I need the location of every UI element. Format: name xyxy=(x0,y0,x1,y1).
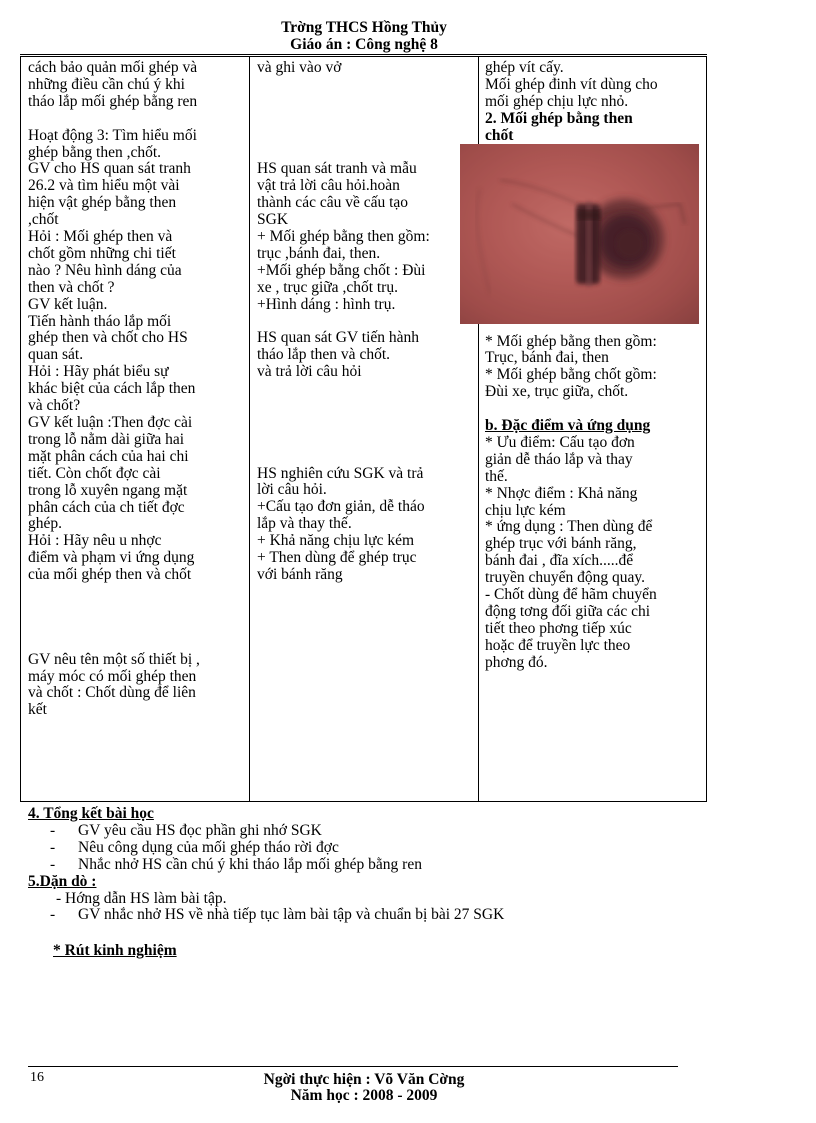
subject-title: Giáo án : Công nghệ 8 xyxy=(290,36,438,53)
text-line: GV cho HS quan sát tranh xyxy=(28,160,191,178)
text-line: tiết theo phơng tiếp xúc xyxy=(485,619,632,637)
text-line: với bánh răng xyxy=(257,566,343,584)
text-line: + Mối ghép bằng then gồm: xyxy=(257,227,430,245)
text-line: tiết. Còn chốt đợc cài xyxy=(28,464,161,482)
text-line: thành các câu về cấu tạo xyxy=(257,194,409,212)
text-line: HS quan sát tranh và mẫu xyxy=(257,160,417,178)
text-line: ghép bằng then ,chốt. xyxy=(28,143,162,161)
text-line: điểm và phạm vi ứng dụng xyxy=(28,549,195,567)
text-line xyxy=(257,144,472,161)
summary-item: - Nêu công dụng của mối ghép tháo rời đợc xyxy=(50,838,339,856)
text-line xyxy=(257,77,472,94)
text-line: * ứng dụng : Then dùng để xyxy=(485,518,653,536)
text-line: SGK xyxy=(257,211,289,229)
text-line: Hỏi : Hãy phát biểu sự xyxy=(28,363,169,381)
text-line xyxy=(28,635,243,652)
text-line: máy móc có mối ghép then xyxy=(28,667,197,685)
text-line: Hoạt động 3: Tìm hiểu mối xyxy=(28,126,197,144)
text-line: 26.2 và tìm hiểu một vài xyxy=(28,177,180,195)
features-heading: b. Đặc điểm và ứng dụng xyxy=(485,417,651,435)
text-line: + Then dùng để ghép trục xyxy=(257,549,417,567)
text-line: hiện vật ghép bằng then xyxy=(28,194,177,212)
text-line xyxy=(257,314,472,331)
text-line xyxy=(257,111,472,128)
text-line: * Mối ghép bằng then gồm: xyxy=(485,332,657,350)
text-line: Mối ghép đinh vít dùng cho xyxy=(485,75,658,93)
text-line: chốt xyxy=(485,126,514,144)
text-line: ,chốt xyxy=(28,211,59,229)
text-line: tháo lắp mối ghép bằng ren xyxy=(28,92,198,110)
author-line: Ngời thực hiện : Võ Văn Cờng xyxy=(263,1071,465,1088)
text-line: vật trả lời câu hỏi.hoàn xyxy=(257,177,400,195)
text-line: +Mối ghép bằng chốt : Đùi xyxy=(257,261,426,279)
text-line: ghép vít cấy. xyxy=(485,59,564,76)
text-line: truyền chuyển động quay. xyxy=(485,569,645,587)
school-name: Trờng THCS Hồng Thủy xyxy=(281,19,447,36)
summary-item: - Nhắc nhở HS cần chú ý khi tháo lắp mối ghép bằng ren xyxy=(50,855,422,873)
text-line: ghép trục với bánh răng, xyxy=(485,535,637,553)
text-line: lắp và thay thế. xyxy=(257,515,352,533)
text-line: khác biệt của cách lắp then xyxy=(28,380,196,398)
text-line xyxy=(28,618,243,635)
text-line: trong lỗ xuyên ngang mặt xyxy=(28,481,188,499)
header-rule xyxy=(20,54,707,55)
text-line xyxy=(257,449,472,466)
text-line: bánh đai , đĩa xích.....để xyxy=(485,552,634,570)
text-line: + Khả năng chịu lực kém xyxy=(257,532,415,550)
text-line xyxy=(257,415,472,432)
text-line: và trả lời câu hỏi xyxy=(257,363,362,381)
text-line: chịu lực kém xyxy=(485,501,566,519)
teacher-activities-column xyxy=(21,57,250,801)
summary-item: - GV yêu cầu HS đọc phần ghi nhớ SGK xyxy=(50,821,322,839)
text-line: ghép then và chốt cho HS xyxy=(28,329,188,347)
text-line: 2. Mối ghép bằng then xyxy=(485,109,633,127)
text-line: nào ? Nêu hình dáng của xyxy=(28,261,182,279)
text-line: phơng đó. xyxy=(485,653,548,671)
lesson-summary xyxy=(28,806,788,924)
text-line: quan sát. xyxy=(28,346,84,364)
text-line: GV kết luận. xyxy=(28,295,108,313)
student-activities-column xyxy=(250,57,479,801)
text-line: - Chốt dùng để hãm chuyển xyxy=(485,586,657,604)
text-line xyxy=(257,381,472,398)
text-line: hoặc để truyền lực theo xyxy=(485,636,631,654)
text-line xyxy=(257,128,472,145)
text-line: * Ưu điểm: Cấu tạo đơn xyxy=(485,433,635,451)
text-line: GV kết luận :Then đợc cài xyxy=(28,414,193,432)
text-line: giản dễ tháo lắp và thay xyxy=(485,450,633,468)
text-line: phân cách của ch tiết đợc xyxy=(28,498,185,516)
text-line: thế. xyxy=(485,467,508,485)
text-line: ghép. xyxy=(28,515,63,533)
text-line xyxy=(257,94,472,111)
text-line xyxy=(28,111,243,128)
school-year: Năm học : 2008 - 2009 xyxy=(290,1087,438,1104)
text-line: trục ,bánh đai, then. xyxy=(257,244,381,262)
homework-item: - Hớng dẫn HS làm bài tập. xyxy=(56,889,227,907)
summary-heading: 4. Tổng kết bài học xyxy=(28,805,154,822)
text-line: then và chốt ? xyxy=(28,278,115,296)
text-line: tháo lắp then và chốt. xyxy=(257,346,390,364)
text-line: * Nhợc điểm : Khả năng xyxy=(485,484,638,502)
text-line: Tiến hành tháo lắp mối xyxy=(28,312,172,330)
page-number: 16 xyxy=(30,1070,44,1085)
text-line: Hỏi : Mối ghép then và xyxy=(28,228,173,246)
text-line: * Mối ghép bằng chốt gồm: xyxy=(485,366,657,384)
text-line: HS quan sát GV tiến hành xyxy=(257,329,420,347)
text-line xyxy=(28,584,243,601)
text-line: kết xyxy=(28,701,47,719)
text-line: Đùi xe, trục giữa, chốt. xyxy=(485,383,629,401)
text-line: +Cấu tạo đơn giản, dễ tháo xyxy=(257,498,425,516)
experience-heading: * Rút kinh nghiệm xyxy=(53,942,177,959)
text-line: chốt gồm những chi tiết xyxy=(28,244,176,262)
text-line: của mối ghép then và chốt xyxy=(28,566,192,584)
text-line: mặt phân cách của hai chi xyxy=(28,447,189,465)
text-line xyxy=(257,432,472,449)
homework-heading: 5.Dặn dò : xyxy=(28,872,97,890)
key-pin-joint-photo xyxy=(460,144,699,324)
text-line xyxy=(28,601,243,618)
text-line: +Hình dáng : hình trụ. xyxy=(257,295,396,313)
text-line: lời câu hỏi. xyxy=(257,481,327,499)
text-line: những điều cần chú ý khi xyxy=(28,75,185,93)
text-line: động tơng đối giữa các chi xyxy=(485,603,651,621)
homework-item: - GV nhắc nhở HS về nhà tiếp tục làm bài tập và chuẩn bị bài 27 SGK xyxy=(50,906,505,924)
text-line: mối ghép chịu lực nhỏ. xyxy=(485,92,629,110)
text-line: GV nêu tên một số thiết bị , xyxy=(28,650,200,668)
text-line xyxy=(257,398,472,415)
text-line: trong lỗ nằm dài giữa hai xyxy=(28,430,185,448)
text-line: và chốt : Chốt dùng để liên xyxy=(28,684,196,702)
text-line: Trục, bánh đai, then xyxy=(485,349,609,367)
text-line: cách bảo quản mối ghép và xyxy=(28,59,198,76)
text-line: Hỏi : Hãy nêu u nhợc xyxy=(28,532,162,550)
text-line: và chốt? xyxy=(28,397,81,415)
footer-rule xyxy=(28,1066,678,1067)
text-line: và ghi vào vở xyxy=(257,59,342,76)
text-line: HS nghiên cứu SGK và trả xyxy=(257,464,424,482)
text-line: xe , trục giữa ,chốt trụ. xyxy=(257,278,398,296)
